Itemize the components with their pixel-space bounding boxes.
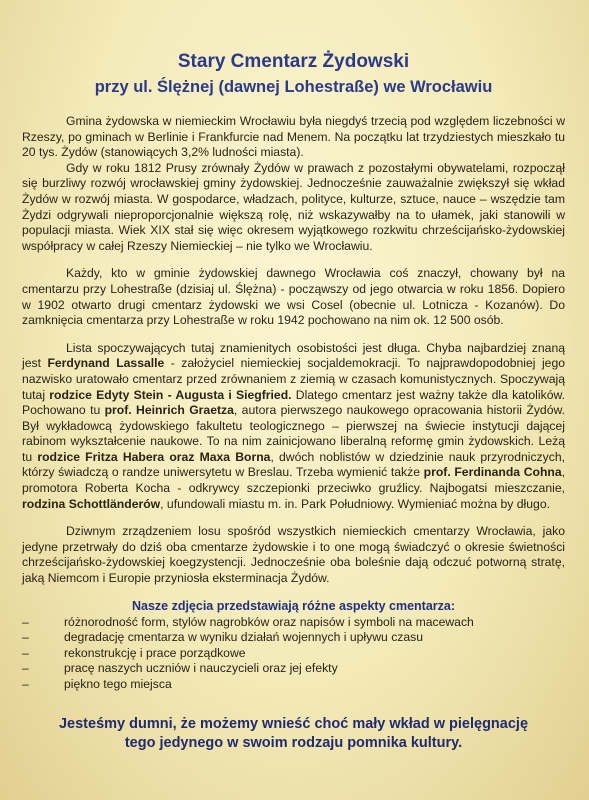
aspect-item: – degradację cmentarza w wyniku działań wojennych i upływu czasu bbox=[22, 630, 565, 646]
poster-subtitle: przy ul. Ślężnej (dawnej Lohestraße) we Wrocławiu bbox=[94, 78, 493, 96]
aspect-item: – różnorodność form, stylów nagrobków oraz napisów i symboli na macewach bbox=[22, 615, 565, 631]
closing-statement bbox=[22, 715, 565, 753]
aspects-list bbox=[22, 615, 565, 693]
aspect-item: – pracę naszych uczniów i nauczycieli oraz jej efekty bbox=[22, 661, 565, 677]
notable-stein-parents: rodzice Edyty Stein - Augusta i Siegfried. bbox=[49, 387, 292, 402]
fate-section bbox=[22, 524, 565, 586]
notables-text-7: , ufundowali miastu m. in. Park Południowy. Wymieniać można by długo. bbox=[160, 496, 550, 511]
aspects-section bbox=[22, 599, 565, 693]
notable-graetz: prof. Heinrich Graetza bbox=[104, 403, 234, 418]
notables-text-4: , autora pierwszego naukowego opracowania historii Żydów. Był wykładowcą żydowskiego fakultetu teologicznego – pierwszej na świecie instytucji dającej rabinom wykształcenie naukowe. To na nim zainicjowano liberalną reformę gmin żydowskich. Leżą tu bbox=[22, 403, 565, 464]
notables-text-1: Lista spoczywających tutaj znamienitych osobistości jest długa. Chyba najbardziej znaną jest bbox=[22, 340, 565, 371]
notables-paragraph bbox=[22, 341, 565, 513]
notable-cohn: prof. Ferdinanda Cohna bbox=[423, 465, 562, 480]
aspects-heading-text: Nasze zdjęcia przedstawiają różne aspekty cmentarza bbox=[131, 598, 451, 613]
closing-line-1: Jesteśmy dumni, że możemy wnieść choć mały wkład w pielęgnację bbox=[58, 715, 529, 732]
aspect-item: – rekonstrukcję i prace porządkowe bbox=[22, 646, 565, 662]
burial-section bbox=[22, 266, 565, 328]
fate-paragraph: Dziwnym zrządzeniem losu spośród wszystkich niemieckich cmentarzy Wrocławia, jako jedyne przetrwały do dziś oba cmentarze żydowskie i to one mogą świadczyć o okresie świetności chrześcijańsko-żydowskiej koegzystencji. Jednocześnie oba boleśnie dają odczuć potworną stratę, jaką Niemcom i Europie przyniosła eksterminacja Żydów. bbox=[22, 524, 565, 586]
intro-paragraph-2: Gdy w roku 1812 Prusy zrównały Żydów w prawach z pozostałymi obywatelami, rozpoczął się burzliwy rozwój wrocławskiej gminy żydowskiej. Jednocześnie zauważalnie zwiększył się wkład Żydów w rozwój miasta. W gospodarce, władzach, polityce, kulturze, sztuce, nauce – wszędzie tam Żydzi odgrywali nieproporcjonalnie większą rolę, niż wskazywałby na to ułamek, jaki stanowili w populacji miasta. Wiek XIX stał się więc okresem wyjątkowego rozkwitu chrześcijańsko-żydowskiej współpracy w całej Rzeszy Niemieckiej – nie tylko we Wrocławiu. bbox=[22, 160, 565, 253]
aspects-heading: Nasze zdjęcia przedstawiają różne aspekty cmentarza: bbox=[131, 598, 456, 613]
notable-haber-born-parents: rodzice Fritza Habera oraz Maxa Borna bbox=[37, 449, 271, 464]
closing-line-2: tego jedynego w swoim rodzaju pomnika kultury. bbox=[124, 734, 463, 751]
aspect-item: – piękno tego miejsca bbox=[22, 677, 565, 693]
notables-section bbox=[22, 341, 565, 513]
burial-paragraph: Każdy, kto w gminie żydowskiej dawnego Wrocławia coś znaczył, chowany był na cmentarzu przy Lohestraße (dzisiaj ul. Ślężna) - począwszy od jego otwarcia w roku 1856. Dopiero w 1902 otwarto drugi cmentarz żydowski we wsi Cosel (obecnie ul. Lotnicza - Kozanów). Do zamknięcia cmentarza przy Lohestraße w roku 1942 pochowano na nim ok. 12 500 osób. bbox=[22, 266, 565, 328]
notables-text-6: , promotora Roberta Kocha - odkrywcy szczepionki przeciwko gruźlicy. Najbogatsi mieszczanie, bbox=[22, 465, 565, 496]
intro-section bbox=[22, 114, 565, 254]
intro-paragraph-1: Gmina żydowska w niemieckim Wrocławiu była niegdyś trzecią pod względem liczebności w Rzeszy, po gminach w Berlinie i Frankfurcie nad Menem. Na początku lat trzydziestych mieszkało tu 20 tys. Żydów (stanowiących 3,2% ludności miasta). bbox=[22, 114, 565, 160]
poster-title: Stary Cmentarz Żydowski bbox=[177, 51, 410, 72]
notables-text-3: Dlatego cmentarz jest ważny także dla katolików. Pochowano tu bbox=[22, 387, 565, 418]
notable-lassalle: Ferdynand Lassalle bbox=[47, 356, 165, 371]
notables-text-5: , dwóch noblistów w dziedzinie nauk przyrodniczych, którzy świadczą o randze uniwersytetu w Breslau. Trzeba wymienić także bbox=[22, 449, 565, 480]
notable-schottlander: rodzina Schottländerów bbox=[22, 496, 161, 511]
notables-text-2: - założyciel niemieckiej socjaldemokracji. To najprawdopodobniej jego nazwisko uratowało cmentarz przed zrównaniem z ziemią w czasach komunistycznych. Spoczywają tutaj bbox=[22, 356, 565, 402]
